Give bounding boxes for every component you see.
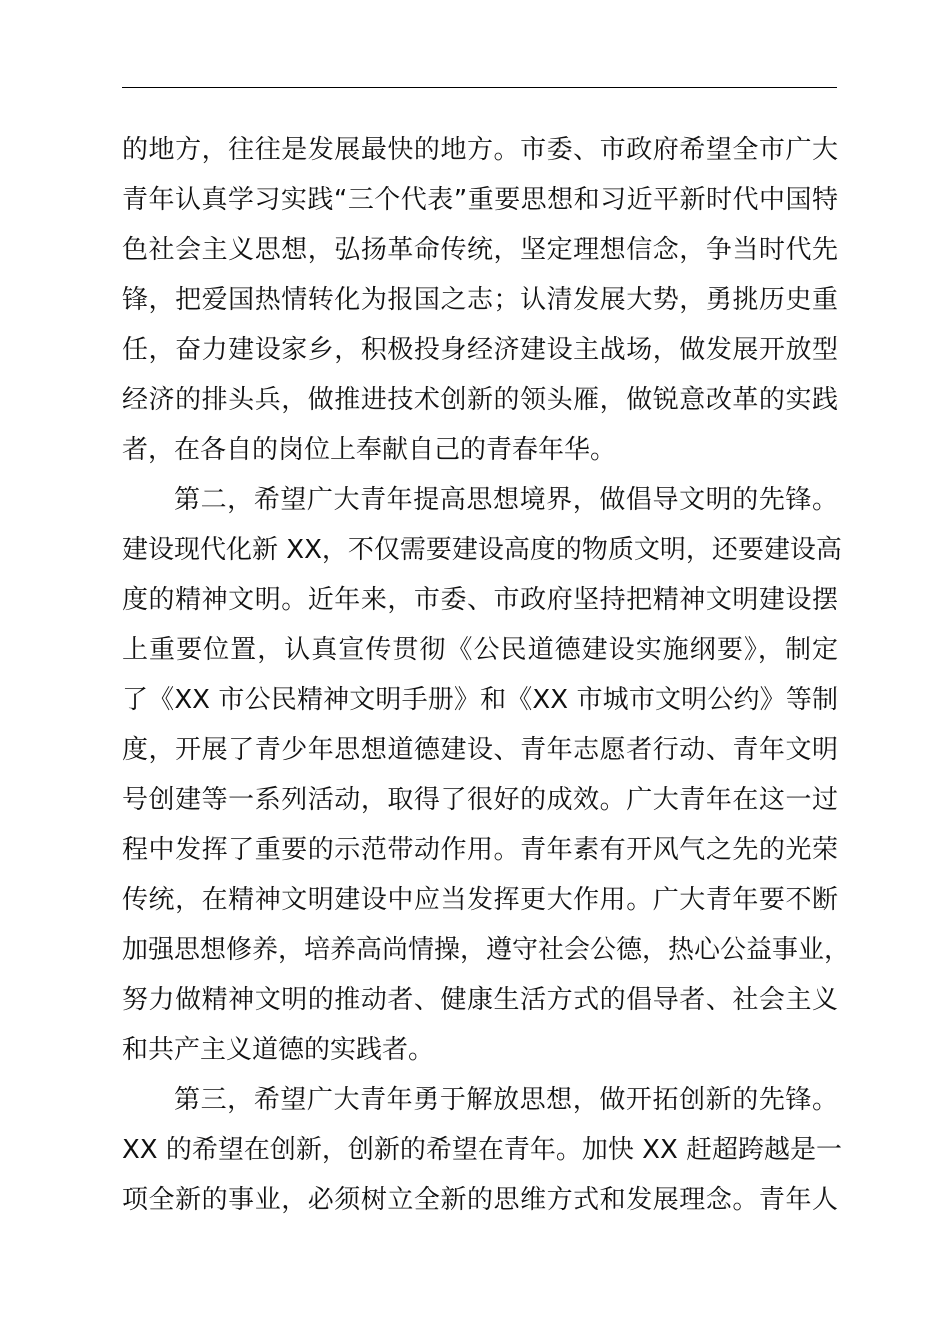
text-line: 上重要位置，认真宣传贯彻《公民道德建设实施纲要》，制定 <box>122 635 838 665</box>
text-line: 青年认真学习实践“三个代表”重要思想和习近平新时代中国特 <box>122 185 838 215</box>
text-line: 锋，把爱国热情转化为报国之志；认清发展大势，勇挑历史重 <box>122 285 838 315</box>
text-line: 号创建等一系列活动，取得了很好的成效。广大青年在这一过 <box>122 785 838 815</box>
text-line: 加强思想修养，培养高尚情操，遵守社会公德，热心公益事业， <box>122 935 851 965</box>
text-line: 度，开展了青少年思想道德建设、青年志愿者行动、青年文明 <box>122 735 838 765</box>
text-line: 第三，希望广大青年勇于解放思想，做开拓创新的先锋。 <box>174 1085 838 1115</box>
text-line: 度的精神文明。近年来，市委、市政府坚持把精神文明建设摆 <box>122 585 838 615</box>
header-rule <box>122 87 837 88</box>
text-line: 项全新的事业，必须树立全新的思维方式和发展理念。青年人 <box>122 1185 838 1215</box>
text-line: 程中发挥了重要的示范带动作用。青年素有开风气之先的光荣 <box>122 835 838 865</box>
text-line: 经济的排头兵，做推进技术创新的领头雁，做锐意改革的实践 <box>122 385 838 415</box>
document-body <box>122 125 851 1225</box>
text-line: 和共产主义道德的实践者。 <box>122 1035 435 1065</box>
text-line: 努力做精神文明的推动者、健康生活方式的倡导者、社会主义 <box>122 985 838 1015</box>
text-line: 建设现代化新 XX，不仅需要建设高度的物质文明，还要建设高 <box>122 535 842 565</box>
text-line: XX 的希望在创新，创新的希望在青年。加快 XX 赶超跨越是一 <box>122 1135 843 1165</box>
text-line: 者，在各自的岗位上奉献自己的青春年华。 <box>122 435 617 465</box>
text-line: 色社会主义思想，弘扬革命传统，坚定理想信念，争当时代先 <box>122 235 838 265</box>
text-line: 第二，希望广大青年提高思想境界，做倡导文明的先锋。 <box>174 485 838 515</box>
text-line: 了《XX 市公民精神文明手册》和《XX 市城市文明公约》等制 <box>122 685 838 715</box>
text-line: 传统，在精神文明建设中应当发挥更大作用。广大青年要不断 <box>122 885 838 915</box>
text-line: 的地方，往往是发展最快的地方。市委、市政府希望全市广大 <box>122 135 838 165</box>
text-line: 任，奋力建设家乡，积极投身经济建设主战场，做发展开放型 <box>122 335 838 365</box>
